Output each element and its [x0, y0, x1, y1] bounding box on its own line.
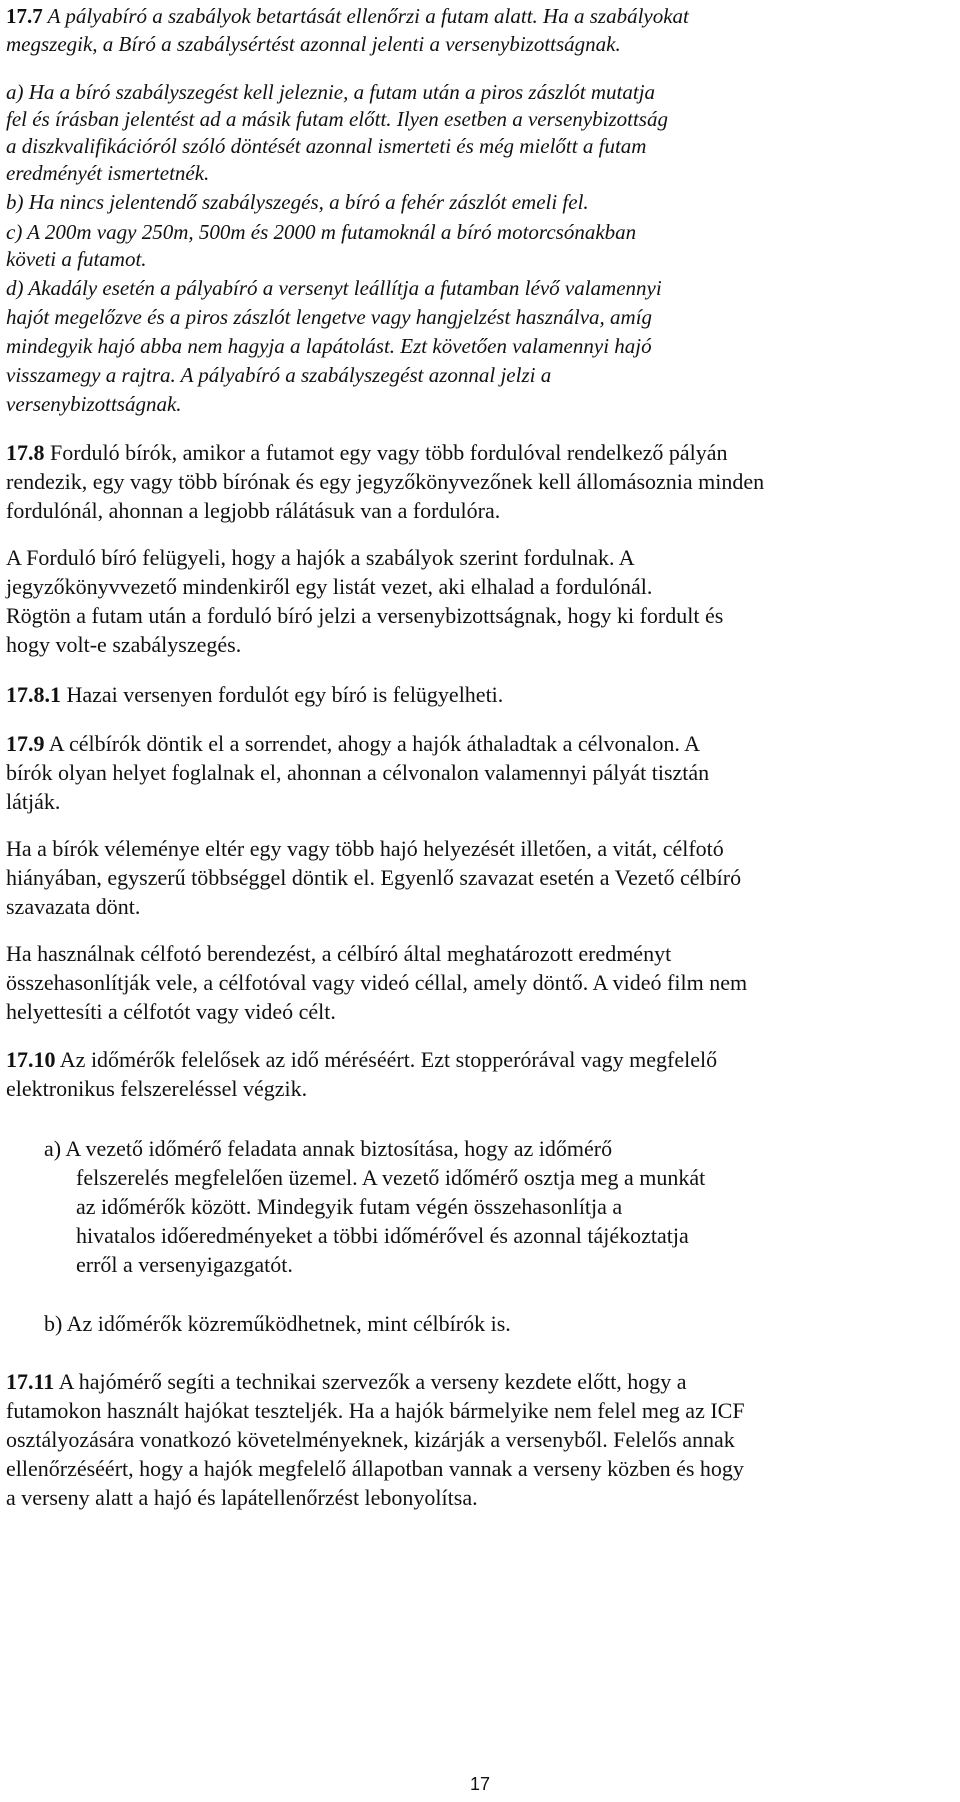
item-a-line: fel és írásban jelentést ad a másik futam előtt. Ilyen esetben a versenybizottság — [6, 107, 668, 131]
section-17-7-number: 17.7 — [6, 4, 43, 28]
item-d-line: mindegyik hajó abba nem hagyja a lapátolást. Ezt követően valamennyi hajó — [6, 334, 652, 358]
paragraph-line: A Forduló bíró felügyeli, hogy a hajók a szabályok szerint fordulnak. A — [6, 545, 635, 570]
item-d-line: hajót megelőzve és a piros zászlót lengetve vagy hangjelzést használva, amíg — [6, 305, 653, 329]
section-17-10-number: 17.10 — [6, 1047, 56, 1072]
section-17-11-number: 17.11 — [6, 1369, 55, 1394]
item-d-line: versenybizottságnak. — [6, 392, 182, 416]
item-a-line: eredményét ismertetnék. — [6, 161, 210, 185]
item-d-line: d) Akadály esetén a pályabíró a versenyt leállítja a futamban lévő valamennyi — [6, 276, 662, 300]
item-a-line: a) Ha a bíró szabályszegést kell jeleznie, a futam után a piros zászlót mutatja — [6, 80, 656, 104]
section-17-8-number: 17.8 — [6, 440, 45, 465]
item-b-line: b) Ha nincs jelentendő szabályszegés, a bíró a fehér zászlót emeli fel. — [6, 190, 589, 214]
section-17-10-line-1: 17.10 Az időmérők felelősek az idő méréséért. Ezt stopperórával vagy megfelelő — [6, 1047, 718, 1072]
paragraph-line: rendezik, egy vagy több bírónak és egy jegyzőkönyvezőnek kell állomásoznia minden — [6, 469, 765, 494]
paragraph-line: Ha használnak célfotó berendezést, a célbíró által meghatározott eredményt — [6, 941, 672, 966]
paragraph-line: hiányában, egyszerű többséggel döntik el. Egyenlő szavazat esetén a Vezető célbíró — [6, 865, 742, 890]
paragraph-line: fordulónál, ahonnan a legjobb rálátásuk van a fordulóra. — [6, 498, 501, 523]
paragraph-line: összehasonlítják vele, a célfotóval vagy videó céllal, amely döntő. A videó film nem — [6, 970, 748, 995]
item-c-line: c) A 200m vagy 250m, 500m és 2000 m futamoknál a bíró motorcsónakban — [6, 220, 637, 244]
paragraph-line: bírók olyan helyet foglalnak el, ahonnan a célvonalon valamennyi pályát tisztán — [6, 760, 710, 785]
section-17-11-line-1: 17.11 A hajómérő segíti a technikai szervezők a verseny kezdete előtt, hogy a — [6, 1369, 687, 1394]
paragraph-line: helyettesíti a célfotót vagy videó célt. — [6, 999, 336, 1024]
page-number: 17 — [469, 1774, 491, 1794]
paragraph-line: látják. — [6, 789, 61, 814]
item-a-line: erről a versenyigazgatót. — [76, 1252, 293, 1277]
paragraph-line: szavazata dönt. — [6, 894, 141, 919]
section-17-9-line-1: 17.9 A célbírók döntik el a sorrendet, ahogy a hajók áthaladtak a célvonalon. A — [6, 731, 701, 756]
item-a-line: a) A vezető időmérő feladata annak biztosítása, hogy az időmérő — [44, 1136, 613, 1161]
item-c-line: követi a futamot. — [6, 247, 147, 271]
paragraph-line: Ha a bírók véleménye eltér egy vagy több hajó helyezését illetően, a vitát, célfotó — [6, 836, 724, 861]
paragraph-line: Rögtön a futam után a forduló bíró jelzi a versenybizottságnak, hogy ki fordult és — [6, 603, 724, 628]
item-a-line: a diszkvalifikációról szóló döntését azonnal ismerteti és még mielőtt a futam — [6, 134, 647, 158]
paragraph-line: ellenőrzéséért, hogy a hajók megfelelő állapotban vannak a verseny közben és hogy — [6, 1456, 744, 1481]
item-a-line: felszerelés megfelelően üzemel. A vezető időmérő osztja meg a munkát — [76, 1165, 706, 1190]
paragraph-line: jegyzőkönyvvezető mindenkiről egy listát vezet, aki elhalad a fordulónál. — [6, 574, 653, 599]
section-17-9-number: 17.9 — [6, 731, 45, 756]
item-a-line: az időmérők között. Mindegyik futam végén összehasonlítja a — [76, 1194, 623, 1219]
paragraph-line: a verseny alatt a hajó és lapátellenőrzést lebonyolítsa. — [6, 1485, 478, 1510]
paragraph-line: futamokon használt hajókat teszteljék. Ha a hajók bármelyike nem felel meg az ICF — [6, 1398, 745, 1423]
paragraph-line: hogy volt-e szabályszegés. — [6, 632, 242, 657]
paragraph-line: elektronikus felszereléssel végzik. — [6, 1076, 308, 1101]
item-b-line: b) Az időmérők közreműködhetnek, mint célbírók is. — [44, 1311, 511, 1336]
section-17-8-1-number: 17.8.1 — [6, 682, 61, 707]
section-17-8-line-1: 17.8 Forduló bírók, amikor a futamot egy vagy több fordulóval rendelkező pályán — [6, 440, 728, 465]
paragraph-line: osztályozására vonatkozó követelményeknek, kizárják a versenyből. Felelős annak — [6, 1427, 735, 1452]
section-17-7-line-2: megszegik, a Bíró a szabálysértést azonnal jelenti a versenybizottságnak. — [6, 32, 621, 56]
section-17-8-1-line: 17.8.1 Hazai versenyen fordulót egy bíró is felügyelheti. — [6, 682, 504, 707]
section-17-7-line-1: 17.7 A pályabíró a szabályok betartását ellenőrzi a futam alatt. Ha a szabályokat — [6, 4, 689, 28]
item-d-line: visszamegy a rajtra. A pályabíró a szabályszegést azonnal jelzi a — [6, 363, 552, 387]
item-a-line: hivatalos időeredményeket a többi időmérővel és azonnal tájékoztatja — [76, 1223, 689, 1248]
